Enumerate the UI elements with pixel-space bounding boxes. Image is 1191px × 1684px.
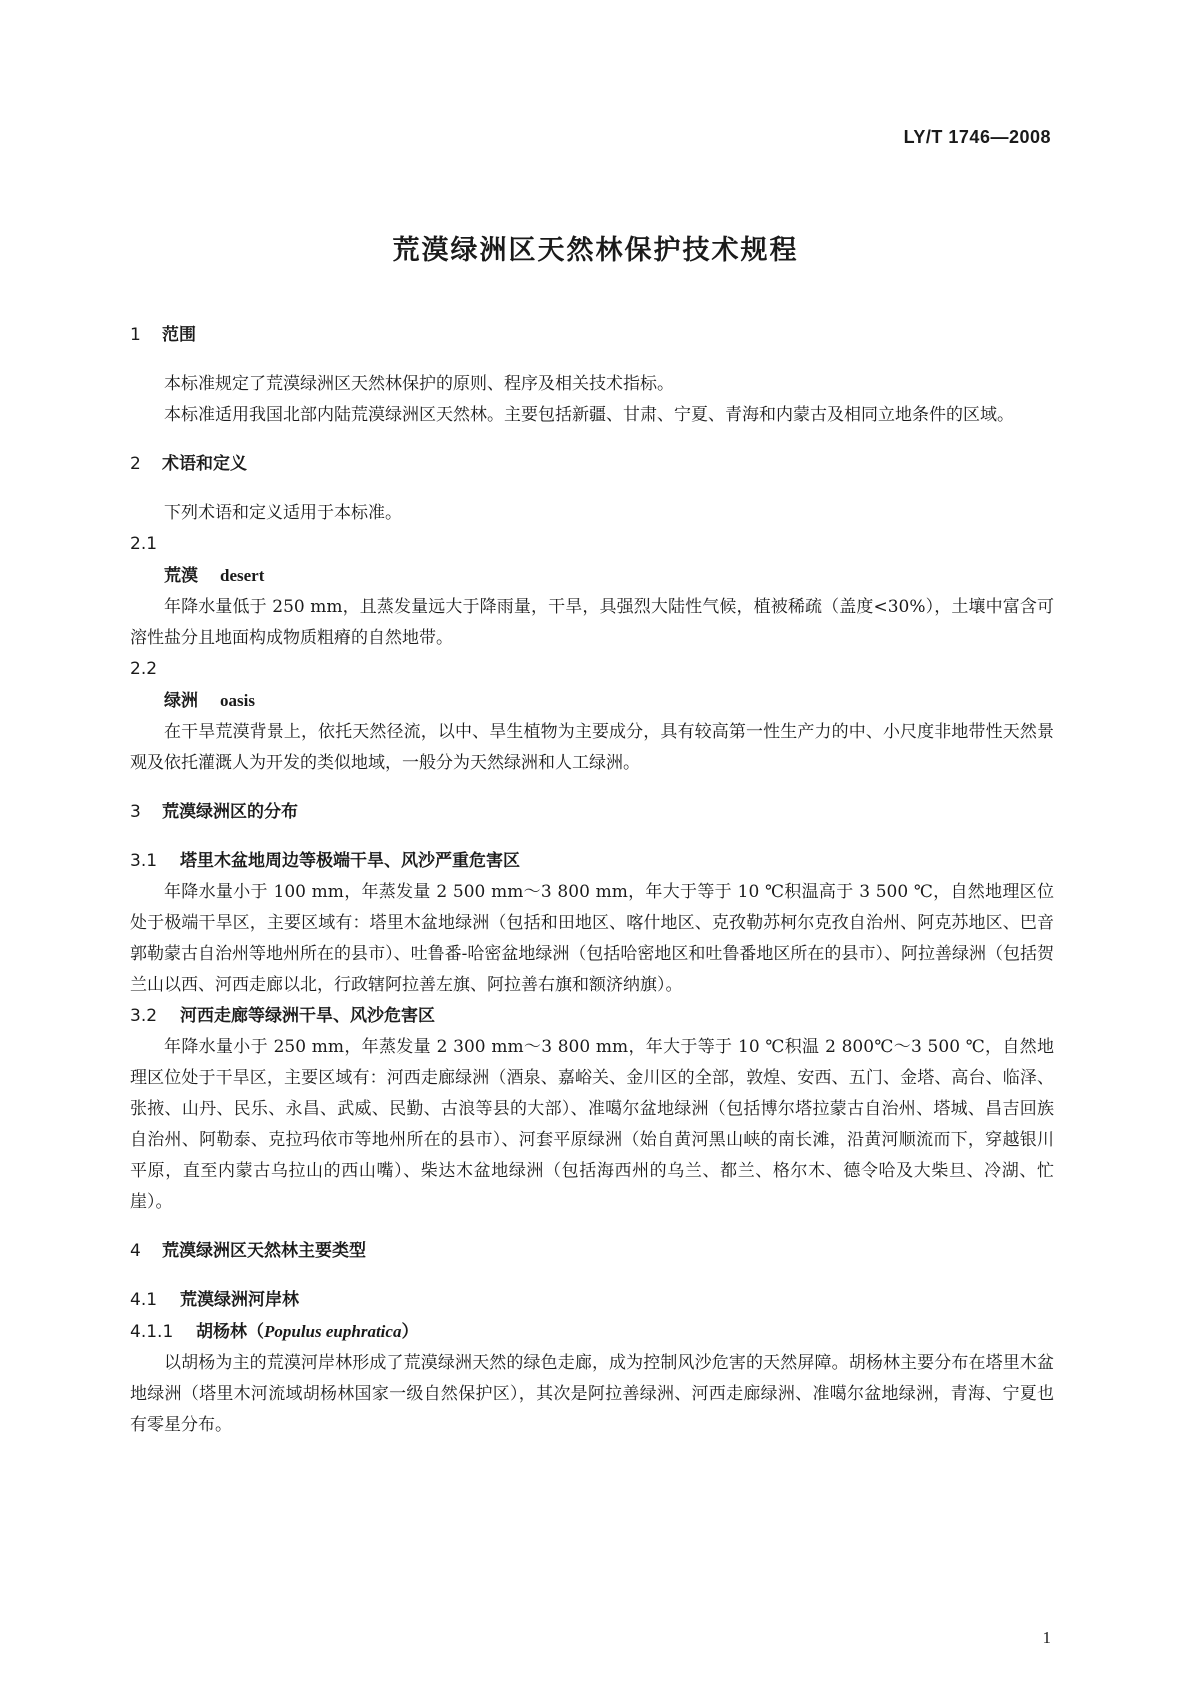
subsection-4-1-heading xyxy=(130,1285,1054,1316)
subsection-number: 4.1.1 xyxy=(130,1322,174,1342)
term-number: 2.1 xyxy=(130,534,158,554)
subsection-4-1-1-heading xyxy=(130,1316,1054,1348)
paragraph: 年降水量小于 100 mm，年蒸发量 2 500 mm～3 800 mm，年大于等于 10 ℃积温高于 3 500 ℃，自然地理区位处于极端干旱区，主要区域有：塔里木盆地绿洲（包括和田地区、喀什地区、克孜勒苏柯尔克孜自治州、阿克苏地区、巴音郭勒蒙古自治州等地州所在的县市）、吐鲁番-哈密盆地绿洲（包括哈密地区和吐鲁番地区所在的县市）、阿拉善绿洲（包括贺兰山以西、河西走廊以北，行政辖阿拉善左旗、阿拉善右旗和额济纳旗）。 xyxy=(130,882,1054,995)
term-en: oasis xyxy=(220,691,255,710)
subsection-number: 3.1 xyxy=(130,851,158,871)
subsection-title: 塔里木盆地周边等极端干旱、风沙严重危害区 xyxy=(180,851,520,871)
subsection-number: 3.2 xyxy=(130,1006,158,1026)
section-number: 3 xyxy=(130,802,141,822)
section-number: 4 xyxy=(130,1241,141,1261)
subsection-3-2-heading xyxy=(130,1001,1054,1032)
term-number: 2.2 xyxy=(130,659,158,679)
subsection-3-1-heading xyxy=(130,846,1054,877)
section-title: 荒漠绿洲区的分布 xyxy=(162,802,298,822)
subsection-title: 河西走廊等绿洲干旱、风沙危害区 xyxy=(180,1006,435,1026)
term-cn: 荒漠 xyxy=(164,566,198,586)
section-number: 2 xyxy=(130,454,141,474)
subsection-number: 4.1 xyxy=(130,1290,158,1310)
section-1-heading xyxy=(130,320,1054,351)
term-cn: 绿洲 xyxy=(164,691,198,711)
term-en: desert xyxy=(220,566,265,585)
term-heading xyxy=(164,685,1054,717)
subsection-title: 胡杨林（ xyxy=(196,1322,264,1342)
section-title: 荒漠绿洲区天然林主要类型 xyxy=(162,1241,366,1261)
document-body xyxy=(130,320,1054,1441)
section-2-heading xyxy=(130,449,1054,480)
page-number: 1 xyxy=(1042,1628,1051,1647)
standard-code: LY/T 1746—2008 xyxy=(903,127,1051,147)
paragraph: 本标准规定了荒漠绿洲区天然林保护的原则、程序及相关技术指标。 xyxy=(164,374,674,394)
paragraph: 本标准适用我国北部内陆荒漠绿洲区天然林。主要包括新疆、甘肃、宁夏、青海和内蒙古及相同立地条件的区域。 xyxy=(164,405,1014,425)
document-title: 荒漠绿洲区天然林保护技术规程 xyxy=(392,235,799,266)
section-title: 范围 xyxy=(162,325,196,345)
term-heading xyxy=(164,560,1054,592)
section-3-heading xyxy=(130,797,1054,828)
section-4-heading xyxy=(130,1236,1054,1267)
term-definition: 年降水量低于 250 mm，且蒸发量远大于降雨量，干旱，具强烈大陆性气候，植被稀疏（盖度<30%），土壤中富含可溶性盐分且地面构成物质粗瘠的自然地带。 xyxy=(130,597,1054,648)
subsection-title: 荒漠绿洲河岸林 xyxy=(180,1290,299,1310)
section-title: 术语和定义 xyxy=(162,454,247,474)
term-definition: 在干旱荒漠背景上，依托天然径流，以中、旱生植物为主要成分，具有较高第一性生产力的中、小尺度非地带性天然景观及依托灌溉人为开发的类似地域，一般分为天然绿洲和人工绿洲。 xyxy=(130,722,1054,773)
section-number: 1 xyxy=(130,325,141,345)
paragraph: 下列术语和定义适用于本标准。 xyxy=(164,503,402,523)
latin-name: Populus euphratica xyxy=(264,1322,402,1341)
subsection-title-close: ） xyxy=(401,1322,419,1342)
paragraph: 以胡杨为主的荒漠河岸林形成了荒漠绿洲天然的绿色走廊，成为控制风沙危害的天然屏障。胡杨林主要分布在塔里木盆地绿洲（塔里木河流域胡杨林国家一级自然保护区），其次是阿拉善绿洲、河西走廊绿洲、准噶尔盆地绿洲，青海、宁夏也有零星分布。 xyxy=(130,1353,1054,1435)
paragraph: 年降水量小于 250 mm，年蒸发量 2 300 mm～3 800 mm，年大于等于 10 ℃积温 2 800℃～3 500 ℃，自然地理区位处于干旱区，主要区域有：河西走廊绿洲（酒泉、嘉峪关、金川区的全部，敦煌、安西、五门、金塔、高台、临泽、张掖、山丹、民乐、永昌、武威、民勤、古浪等县的大部）、准噶尔盆地绿洲（包括博尔塔拉蒙古自治州、塔城、昌吉回族自治州、阿勒泰、克拉玛依市等地州所在的县市）、河套平原绿洲（始自黄河黑山峡的南长滩，沿黄河顺流而下，穿越银川平原，直至内蒙古乌拉山的西山嘴）、柴达木盆地绿洲（包括海西州的乌兰、都兰、格尔木、德令哈及大柴旦、冷湖、忙崖）。 xyxy=(130,1037,1054,1212)
